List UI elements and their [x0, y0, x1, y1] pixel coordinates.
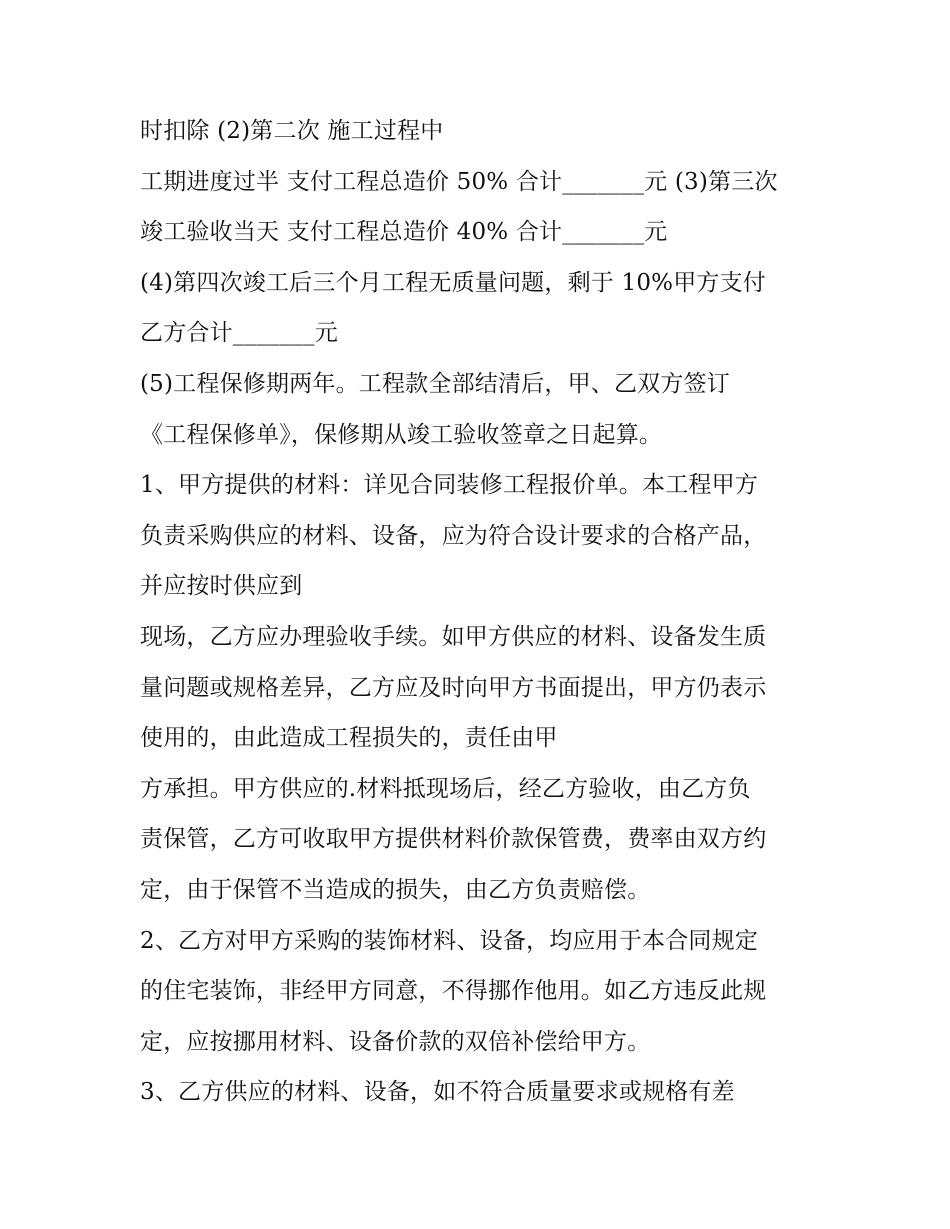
text-line: 工期进度过半 支付工程总造价 50% 合计_______元 (3)第三次	[140, 168, 778, 195]
text-line: 竣工验收当天 支付工程总造价 40% 合计_______元	[140, 219, 668, 246]
text-line: 定，应按挪用材料、设备价款的双倍补偿给甲方。	[140, 1028, 651, 1055]
text-line: (4)第四次竣工后三个月工程无质量问题，剩于 10%甲方支付	[140, 269, 767, 296]
text-line: 现场，乙方应办理验收手续。如甲方供应的材料、设备发生质	[140, 623, 767, 650]
text-line: 定，由于保管不当造成的损失，由乙方负责赔偿。	[140, 876, 651, 903]
text-line: 的住宅装饰，非经甲方同意，不得挪作他用。如乙方违反此规	[140, 978, 767, 1005]
text-line: 使用的，由此造成工程损失的，责任由甲	[140, 725, 558, 752]
text-line: 量问题或规格差异，乙方应及时向甲方书面提出，甲方仍表示	[140, 674, 767, 701]
text-line: 乙方合计_______元	[140, 320, 338, 347]
text-line: 责保管，乙方可收取甲方提供材料价款保管费，费率由双方约	[140, 826, 767, 853]
text-line: (5)工程保修期两年。工程款全部结清后，甲、乙双方签订	[140, 370, 730, 397]
text-line: 时扣除 (2)第二次 施工过程中	[140, 118, 444, 144]
text-line: 负责采购供应的材料、设备，应为符合设计要求的合格产品，	[140, 522, 767, 549]
text-line: 3、乙方供应的材料、设备，如不符合质量要求或规格有差	[140, 1079, 735, 1106]
contract-text	[140, 106, 830, 1118]
text-line: 并应按时供应到	[140, 573, 303, 600]
text-line: 1、甲方提供的材料：详见合同装修工程报价单。本工程甲方	[140, 472, 759, 499]
text-line: 2、乙方对甲方采购的装饰材料、设备，均应用于本合同规定	[140, 927, 759, 954]
text-line: 方承担。甲方供应的.材料抵现场后，经乙方验收，由乙方负	[140, 775, 751, 802]
text-line: 《工程保修单》，保修期从竣工验收签章之日起算。	[140, 421, 663, 448]
